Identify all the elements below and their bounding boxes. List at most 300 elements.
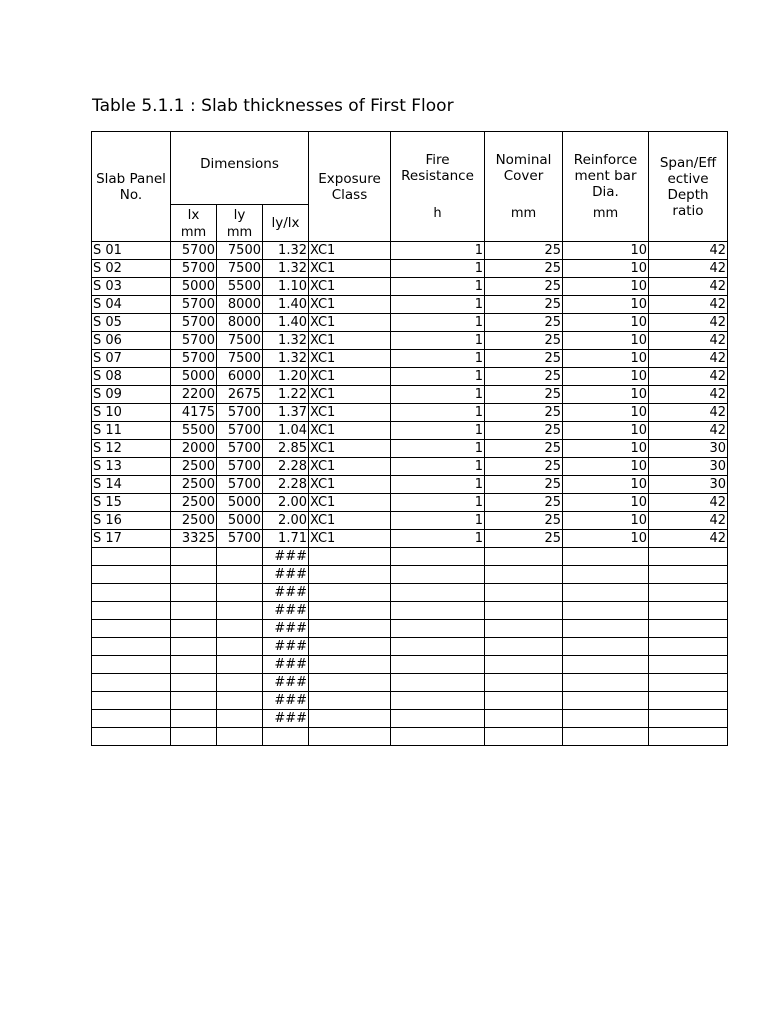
cell-cover: 25 [485, 350, 563, 368]
cell-slab-panel: S 17 [92, 530, 171, 548]
cell-ratio: ### [263, 548, 309, 566]
cell-lx [171, 566, 217, 584]
header-lx [171, 205, 217, 242]
cell-cover [485, 656, 563, 674]
cell-exposure [309, 710, 391, 728]
cell-lx [171, 674, 217, 692]
cell-ly: 5700 [217, 440, 263, 458]
cell-fire [391, 638, 485, 656]
cell-lx [171, 692, 217, 710]
table-row [92, 638, 728, 656]
table-body [92, 242, 728, 746]
cell-span-depth: 42 [649, 350, 728, 368]
header-bar-label: Reinforce ment bar Dia. [573, 151, 638, 200]
cell-ly: 5700 [217, 422, 263, 440]
cell-lx [171, 728, 217, 746]
table-row [92, 404, 728, 422]
cell-cover [485, 674, 563, 692]
cell-exposure [309, 656, 391, 674]
cell-fire: 1 [391, 296, 485, 314]
cell-bar-dia [563, 656, 649, 674]
cell-bar-dia: 10 [563, 332, 649, 350]
cell-ratio: 2.85 [263, 440, 309, 458]
cell-cover: 25 [485, 530, 563, 548]
table-row [92, 728, 728, 746]
cell-span-depth [649, 728, 728, 746]
cell-ratio: 2.00 [263, 512, 309, 530]
cell-span-depth: 42 [649, 404, 728, 422]
cell-ly: 5700 [217, 476, 263, 494]
cell-cover: 25 [485, 332, 563, 350]
cell-lx: 5700 [171, 242, 217, 260]
table-row [92, 692, 728, 710]
header-exposure-class [309, 132, 391, 242]
header-ly-lx-ratio [263, 205, 309, 242]
cell-lx [171, 710, 217, 728]
table-row [92, 314, 728, 332]
cell-fire [391, 692, 485, 710]
cell-slab-panel: S 08 [92, 368, 171, 386]
table-row [92, 458, 728, 476]
table-row [92, 476, 728, 494]
cell-fire [391, 548, 485, 566]
cell-lx: 5000 [171, 278, 217, 296]
cell-cover: 25 [485, 494, 563, 512]
cell-slab-panel: S 10 [92, 404, 171, 422]
cell-ratio: ### [263, 692, 309, 710]
cell-ratio: 1.32 [263, 332, 309, 350]
cell-span-depth [649, 674, 728, 692]
cell-slab-panel: S 13 [92, 458, 171, 476]
header-fire-resistance [391, 132, 485, 242]
slab-thickness-table [91, 131, 728, 746]
cell-bar-dia: 10 [563, 440, 649, 458]
header-ratio-label: ly/lx [271, 215, 300, 231]
cell-bar-dia: 10 [563, 530, 649, 548]
cell-fire: 1 [391, 404, 485, 422]
header-fire-label: Fire Resistance [401, 151, 474, 184]
cell-slab-panel: S 06 [92, 332, 171, 350]
cell-cover: 25 [485, 296, 563, 314]
cell-exposure: XC1 [309, 242, 391, 260]
cell-ratio: 1.20 [263, 368, 309, 386]
header-exposure-label: Exposure Class [318, 170, 381, 203]
cell-cover: 25 [485, 242, 563, 260]
header-fire-unit: h [433, 205, 442, 221]
table-row [92, 530, 728, 548]
cell-bar-dia: 10 [563, 260, 649, 278]
cell-fire: 1 [391, 314, 485, 332]
cell-exposure [309, 728, 391, 746]
cell-span-depth: 42 [649, 494, 728, 512]
header-ly-unit: mm [226, 225, 253, 240]
header-reinforcement-bar [563, 132, 649, 242]
cell-lx [171, 584, 217, 602]
cell-bar-dia: 10 [563, 242, 649, 260]
cell-bar-dia: 10 [563, 458, 649, 476]
cell-cover [485, 584, 563, 602]
cell-cover [485, 548, 563, 566]
header-span-depth-ratio [649, 132, 728, 242]
cell-fire: 1 [391, 260, 485, 278]
cell-exposure: XC1 [309, 494, 391, 512]
cell-cover: 25 [485, 458, 563, 476]
cell-bar-dia: 10 [563, 404, 649, 422]
table-row [92, 422, 728, 440]
header-cover-label: Nominal Cover [495, 151, 552, 184]
cell-bar-dia: 10 [563, 422, 649, 440]
header-ly [217, 205, 263, 242]
cell-cover [485, 638, 563, 656]
cell-fire: 1 [391, 386, 485, 404]
cell-lx: 2500 [171, 512, 217, 530]
table-row [92, 440, 728, 458]
cell-exposure: XC1 [309, 422, 391, 440]
cell-bar-dia: 10 [563, 512, 649, 530]
header-ly-label: ly [233, 207, 246, 223]
cell-fire: 1 [391, 476, 485, 494]
cell-slab-panel: S 12 [92, 440, 171, 458]
cell-lx: 5700 [171, 314, 217, 332]
cell-fire [391, 566, 485, 584]
cell-span-depth: 42 [649, 530, 728, 548]
cell-lx: 2000 [171, 440, 217, 458]
cell-span-depth [649, 620, 728, 638]
cell-bar-dia [563, 584, 649, 602]
cell-ratio: 1.40 [263, 314, 309, 332]
cell-ratio: ### [263, 674, 309, 692]
cell-span-depth [649, 602, 728, 620]
cell-ratio: 1.10 [263, 278, 309, 296]
cell-ratio: 1.04 [263, 422, 309, 440]
cell-ly [217, 602, 263, 620]
cell-exposure: XC1 [309, 368, 391, 386]
cell-cover [485, 566, 563, 584]
cell-cover: 25 [485, 386, 563, 404]
cell-span-depth: 30 [649, 458, 728, 476]
header-bar-unit: mm [592, 205, 619, 221]
cell-span-depth: 42 [649, 332, 728, 350]
cell-bar-dia: 10 [563, 386, 649, 404]
cell-span-depth: 42 [649, 368, 728, 386]
header-cover-unit: mm [510, 205, 537, 221]
cell-lx: 2200 [171, 386, 217, 404]
cell-fire: 1 [391, 278, 485, 296]
header-dimensions-label: Dimensions [200, 156, 279, 172]
cell-cover: 25 [485, 440, 563, 458]
cell-bar-dia [563, 602, 649, 620]
cell-ly [217, 638, 263, 656]
cell-exposure: XC1 [309, 278, 391, 296]
cell-cover [485, 692, 563, 710]
cell-cover [485, 728, 563, 746]
table-row [92, 260, 728, 278]
cell-exposure: XC1 [309, 386, 391, 404]
cell-bar-dia: 10 [563, 494, 649, 512]
cell-lx: 5700 [171, 332, 217, 350]
cell-exposure [309, 584, 391, 602]
cell-fire [391, 674, 485, 692]
cell-slab-panel [92, 692, 171, 710]
header-lx-label: lx [187, 207, 200, 223]
cell-span-depth [649, 638, 728, 656]
cell-fire: 1 [391, 332, 485, 350]
table-row [92, 386, 728, 404]
header-lx-unit: mm [180, 225, 207, 240]
cell-cover: 25 [485, 512, 563, 530]
cell-ly: 7500 [217, 242, 263, 260]
cell-slab-panel: S 02 [92, 260, 171, 278]
header-slab-panel-label: Slab Panel No. [96, 170, 166, 203]
cell-bar-dia: 10 [563, 314, 649, 332]
cell-ly: 8000 [217, 314, 263, 332]
cell-span-depth: 42 [649, 242, 728, 260]
cell-cover [485, 602, 563, 620]
cell-slab-panel [92, 620, 171, 638]
cell-fire: 1 [391, 242, 485, 260]
cell-ly: 6000 [217, 368, 263, 386]
cell-slab-panel [92, 710, 171, 728]
cell-slab-panel: S 04 [92, 296, 171, 314]
cell-ratio: 1.37 [263, 404, 309, 422]
cell-ly: 2675 [217, 386, 263, 404]
cell-bar-dia: 10 [563, 296, 649, 314]
cell-slab-panel: S 14 [92, 476, 171, 494]
cell-slab-panel: S 09 [92, 386, 171, 404]
header-nominal-cover [485, 132, 563, 242]
cell-lx: 2500 [171, 476, 217, 494]
cell-fire [391, 656, 485, 674]
cell-exposure [309, 674, 391, 692]
cell-span-depth [649, 656, 728, 674]
cell-bar-dia [563, 638, 649, 656]
cell-lx [171, 602, 217, 620]
cell-ratio: 2.28 [263, 476, 309, 494]
cell-ly [217, 566, 263, 584]
cell-lx: 5700 [171, 350, 217, 368]
cell-ratio [263, 728, 309, 746]
cell-fire [391, 728, 485, 746]
cell-exposure [309, 602, 391, 620]
cell-fire: 1 [391, 422, 485, 440]
cell-slab-panel [92, 728, 171, 746]
cell-span-depth: 42 [649, 296, 728, 314]
cell-cover: 25 [485, 422, 563, 440]
cell-span-depth: 42 [649, 512, 728, 530]
cell-slab-panel [92, 548, 171, 566]
cell-ratio: 1.32 [263, 242, 309, 260]
cell-cover: 25 [485, 404, 563, 422]
page-title: Table 5.1.1 : Slab thicknesses of First Floor [92, 96, 454, 116]
cell-ly: 8000 [217, 296, 263, 314]
cell-bar-dia: 10 [563, 476, 649, 494]
cell-exposure: XC1 [309, 314, 391, 332]
cell-cover [485, 710, 563, 728]
header-span-label: Span/Eff ective Depth ratio [659, 154, 717, 219]
cell-exposure: XC1 [309, 332, 391, 350]
cell-span-depth [649, 710, 728, 728]
cell-span-depth [649, 566, 728, 584]
cell-bar-dia [563, 566, 649, 584]
table-row [92, 494, 728, 512]
cell-bar-dia: 10 [563, 278, 649, 296]
cell-ratio: 1.22 [263, 386, 309, 404]
cell-span-depth: 42 [649, 386, 728, 404]
cell-ratio: 1.40 [263, 296, 309, 314]
cell-exposure [309, 548, 391, 566]
cell-slab-panel: S 15 [92, 494, 171, 512]
cell-ly: 5000 [217, 512, 263, 530]
cell-span-depth: 30 [649, 440, 728, 458]
table-row [92, 278, 728, 296]
cell-bar-dia [563, 548, 649, 566]
cell-ratio: ### [263, 620, 309, 638]
cell-cover: 25 [485, 278, 563, 296]
cell-bar-dia: 10 [563, 368, 649, 386]
cell-lx [171, 548, 217, 566]
cell-exposure [309, 566, 391, 584]
header-slab-panel [92, 132, 171, 242]
cell-slab-panel: S 07 [92, 350, 171, 368]
cell-ly: 5500 [217, 278, 263, 296]
table-row [92, 512, 728, 530]
cell-fire: 1 [391, 494, 485, 512]
cell-ratio: ### [263, 710, 309, 728]
cell-span-depth: 30 [649, 476, 728, 494]
cell-bar-dia [563, 674, 649, 692]
cell-cover: 25 [485, 314, 563, 332]
cell-ly [217, 656, 263, 674]
table-row [92, 566, 728, 584]
cell-lx: 5700 [171, 296, 217, 314]
cell-ly: 7500 [217, 332, 263, 350]
cell-lx: 3325 [171, 530, 217, 548]
cell-ratio: 1.32 [263, 350, 309, 368]
cell-ly: 5000 [217, 494, 263, 512]
cell-exposure: XC1 [309, 296, 391, 314]
cell-fire [391, 584, 485, 602]
cell-ratio: 2.00 [263, 494, 309, 512]
cell-slab-panel: S 16 [92, 512, 171, 530]
cell-bar-dia [563, 728, 649, 746]
cell-fire: 1 [391, 350, 485, 368]
cell-ly: 5700 [217, 404, 263, 422]
cell-slab-panel: S 11 [92, 422, 171, 440]
cell-ly [217, 584, 263, 602]
cell-slab-panel: S 03 [92, 278, 171, 296]
table-row [92, 296, 728, 314]
cell-fire: 1 [391, 458, 485, 476]
cell-exposure: XC1 [309, 512, 391, 530]
cell-fire: 1 [391, 530, 485, 548]
cell-cover [485, 620, 563, 638]
table-row [92, 368, 728, 386]
cell-ly: 7500 [217, 260, 263, 278]
cell-ly [217, 674, 263, 692]
cell-slab-panel: S 05 [92, 314, 171, 332]
cell-exposure: XC1 [309, 530, 391, 548]
table-row [92, 332, 728, 350]
cell-ly: 5700 [217, 530, 263, 548]
cell-lx: 2500 [171, 494, 217, 512]
table-row [92, 620, 728, 638]
cell-exposure: XC1 [309, 440, 391, 458]
cell-bar-dia: 10 [563, 350, 649, 368]
cell-slab-panel: S 01 [92, 242, 171, 260]
cell-exposure: XC1 [309, 350, 391, 368]
table-row [92, 710, 728, 728]
cell-span-depth [649, 692, 728, 710]
cell-exposure [309, 620, 391, 638]
cell-cover: 25 [485, 368, 563, 386]
cell-lx: 5000 [171, 368, 217, 386]
cell-lx [171, 656, 217, 674]
cell-lx [171, 638, 217, 656]
cell-bar-dia [563, 710, 649, 728]
cell-ly: 5700 [217, 458, 263, 476]
cell-slab-panel [92, 638, 171, 656]
table-row [92, 602, 728, 620]
cell-ly [217, 728, 263, 746]
cell-ly [217, 692, 263, 710]
cell-span-depth [649, 548, 728, 566]
cell-fire: 1 [391, 512, 485, 530]
cell-fire [391, 710, 485, 728]
cell-slab-panel [92, 656, 171, 674]
cell-exposure: XC1 [309, 458, 391, 476]
cell-lx [171, 620, 217, 638]
cell-ly: 7500 [217, 350, 263, 368]
cell-ratio: 2.28 [263, 458, 309, 476]
header-dimensions [171, 132, 309, 205]
cell-ratio: 1.32 [263, 260, 309, 278]
cell-exposure: XC1 [309, 404, 391, 422]
cell-bar-dia [563, 692, 649, 710]
cell-span-depth: 42 [649, 278, 728, 296]
cell-ly [217, 710, 263, 728]
table-row [92, 548, 728, 566]
table-row [92, 656, 728, 674]
cell-cover: 25 [485, 260, 563, 278]
cell-span-depth [649, 584, 728, 602]
cell-ratio: ### [263, 656, 309, 674]
cell-slab-panel [92, 584, 171, 602]
cell-slab-panel [92, 602, 171, 620]
table-header [92, 132, 728, 242]
table-row [92, 674, 728, 692]
cell-cover: 25 [485, 476, 563, 494]
table-row [92, 242, 728, 260]
cell-bar-dia [563, 620, 649, 638]
cell-fire [391, 620, 485, 638]
cell-ly [217, 620, 263, 638]
cell-fire: 1 [391, 368, 485, 386]
cell-ratio: ### [263, 638, 309, 656]
cell-fire: 1 [391, 440, 485, 458]
cell-slab-panel [92, 674, 171, 692]
cell-lx: 4175 [171, 404, 217, 422]
cell-exposure [309, 638, 391, 656]
cell-span-depth: 42 [649, 422, 728, 440]
cell-slab-panel [92, 566, 171, 584]
table-row [92, 350, 728, 368]
table-row [92, 584, 728, 602]
cell-exposure [309, 692, 391, 710]
cell-ratio: 1.71 [263, 530, 309, 548]
cell-ly [217, 548, 263, 566]
cell-lx: 5700 [171, 260, 217, 278]
cell-ratio: ### [263, 566, 309, 584]
